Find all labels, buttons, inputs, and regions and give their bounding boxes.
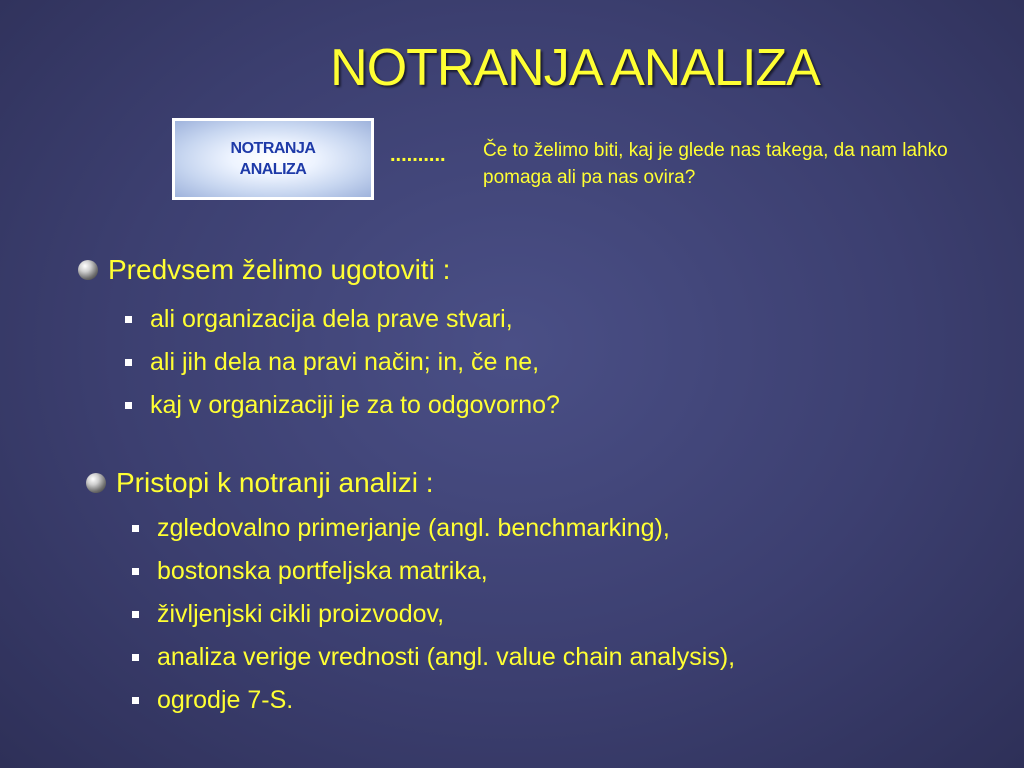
list-item [132, 679, 735, 722]
section1-heading [78, 254, 450, 286]
sphere-bullet-icon [78, 260, 98, 280]
square-bullet-icon [132, 611, 139, 618]
list-item [132, 550, 735, 593]
square-bullet-icon [125, 316, 132, 323]
section2-list [132, 507, 735, 722]
question-text: Če to želimo biti, kaj je glede nas takega, da nam lahko pomaga ali pa nas ovira? [483, 140, 948, 188]
notranja-analiza-box [172, 118, 374, 200]
list-item-text: analiza verige vrednosti (angl. value chain analysis), [157, 643, 736, 671]
section2-heading [86, 467, 433, 499]
list-item-text: zgledovalno primerjanje (angl. benchmarking), [157, 514, 670, 542]
square-bullet-icon [125, 402, 132, 409]
box-line-2: ANALIZA [239, 161, 307, 178]
list-item [132, 507, 735, 550]
list-item [125, 384, 560, 427]
list-item-text: ali organizacija dela prave stvari, [150, 305, 513, 333]
list-item-text: življenjski cikli proizvodov, [157, 600, 445, 628]
section2-heading-text: Pristopi k notranji analizi : [116, 467, 434, 498]
section1-list [125, 298, 560, 427]
list-item-text: ogrodje 7-S. [157, 686, 294, 714]
slide-title: NOTRANJA ANALIZA [330, 39, 820, 97]
square-bullet-icon [125, 359, 132, 366]
list-item-text: kaj v organizaciji je za to odgovorno? [150, 391, 560, 419]
section1-heading-text: Predvsem želimo ugotoviti : [108, 254, 451, 285]
box-line-1: NOTRANJA [230, 140, 316, 157]
list-item-text: bostonska portfeljska matrika, [157, 557, 488, 585]
list-item [125, 298, 560, 341]
list-item [125, 341, 560, 384]
square-bullet-icon [132, 654, 139, 661]
square-bullet-icon [132, 568, 139, 575]
square-bullet-icon [132, 697, 139, 704]
square-bullet-icon [132, 525, 139, 532]
list-item [132, 636, 735, 679]
sphere-bullet-icon [86, 473, 106, 493]
list-item-text: ali jih dela na pravi način; in, če ne, [150, 348, 540, 376]
dotted-connector: .......... [390, 144, 446, 166]
list-item [132, 593, 735, 636]
